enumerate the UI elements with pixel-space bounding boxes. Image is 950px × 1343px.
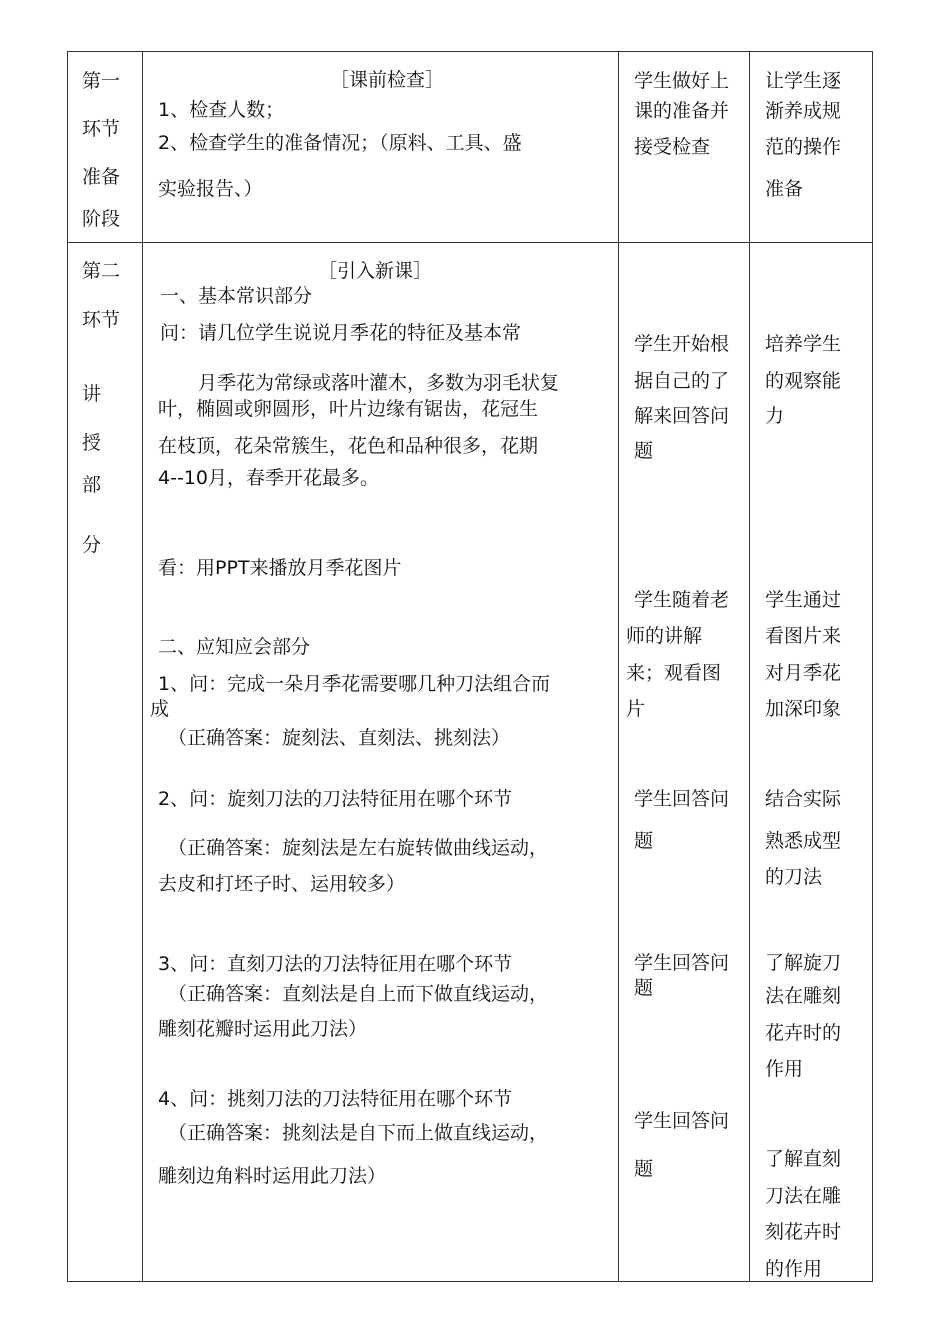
section-title: ［课前检查］ — [330, 69, 445, 91]
student-activity: 学生做好上 — [634, 70, 730, 92]
description-line: 叶，椭圆或卵圆形，叶片边缘有锯齿，花冠生 — [158, 398, 539, 420]
content-line: 2、检查学生的准备情况；（原料、工具、盛 — [158, 132, 522, 154]
teaching-purpose: 让学生逐 — [765, 70, 842, 92]
student-activity: 片 — [626, 698, 646, 720]
answer-line: （正确答案：旋刻法、直刻法、挑刻法） — [168, 727, 511, 749]
answer-line: （正确答案：直刻法是自上而下做直线运动， — [168, 983, 549, 1005]
teaching-purpose: 法在雕刻 — [765, 985, 842, 1007]
teaching-purpose: 了解旋刀 — [765, 952, 842, 974]
student-activity: 接受检查 — [634, 136, 711, 158]
question-line: 1、问：完成一朵月季花需要哪几种刀法组合而 — [158, 673, 551, 695]
description-line: 月季花为常绿或落叶灌木，多数为羽毛状复 — [198, 372, 560, 394]
answer-line: （正确答案：挑刻法是自下而上做直线运动， — [168, 1122, 549, 1144]
student-activity: 学生随着老 — [634, 589, 730, 611]
stage-label: 准备 — [82, 166, 121, 188]
teaching-purpose: 学生通过 — [765, 589, 842, 611]
teaching-purpose: 的刀法 — [765, 866, 823, 888]
stage-label: 部 — [82, 474, 102, 496]
row-divider — [67, 242, 873, 243]
column-divider-3 — [749, 51, 750, 1282]
stage-label: 第二 — [82, 260, 121, 282]
section-title: ［引入新课］ — [318, 260, 433, 282]
teaching-purpose: 渐养成规 — [765, 100, 842, 122]
stage-label: 讲 — [82, 383, 102, 405]
teaching-purpose: 的观察能 — [765, 370, 842, 392]
answer-line: 雕刻花瓣时运用此刀法） — [158, 1018, 368, 1040]
column-divider-1 — [142, 51, 143, 1282]
teaching-purpose: 范的操作 — [765, 136, 842, 158]
table-left-border — [67, 51, 68, 1282]
stage-label: 环节 — [82, 118, 121, 140]
section-heading: 二、应知应会部分 — [158, 636, 311, 658]
answer-line: （正确答案：旋刻法是左右旋转做曲线运动， — [168, 837, 549, 859]
teaching-purpose: 看图片来 — [765, 625, 842, 647]
content-line: 实验报告、） — [158, 178, 263, 200]
stage-label: 第一 — [82, 70, 121, 92]
teaching-purpose: 力 — [765, 405, 785, 427]
table-top-border — [67, 51, 873, 52]
teaching-purpose: 对月季花 — [765, 662, 842, 684]
stage-label: 环节 — [82, 309, 121, 331]
question-line: 问：请几位学生说说月季花的特征及基本常 — [160, 322, 522, 344]
student-activity: 据自己的了 — [634, 370, 730, 392]
teaching-purpose: 刀法在雕 — [765, 1185, 842, 1207]
teaching-purpose: 结合实际 — [765, 788, 842, 810]
student-activity: 来；观看图 — [626, 662, 722, 684]
question-line: 2、问：旋刻刀法的刀法特征用在哪个环节 — [158, 788, 513, 810]
teaching-purpose: 花卉时的 — [765, 1022, 842, 1044]
stage-label: 授 — [82, 432, 102, 454]
question-line: 4、问：挑刻刀法的刀法特征用在哪个环节 — [158, 1088, 513, 1110]
student-activity: 课的准备并 — [634, 100, 730, 122]
teaching-purpose: 准备 — [765, 178, 804, 200]
section-heading: 一、基本常识部分 — [160, 285, 313, 307]
student-activity: 学生回答问 — [634, 788, 730, 810]
answer-line: 雕刻边角料时运用此刀法） — [158, 1165, 387, 1187]
student-activity: 题 — [634, 1158, 654, 1180]
teaching-purpose: 作用 — [765, 1058, 804, 1080]
student-activity: 题 — [634, 977, 654, 999]
content-line: 1、检查人数； — [158, 99, 285, 121]
teaching-purpose: 熟悉成型 — [765, 830, 842, 852]
student-activity: 学生开始根 — [634, 333, 730, 355]
student-activity: 题 — [634, 830, 654, 852]
student-activity: 题 — [634, 440, 654, 462]
column-divider-2 — [618, 51, 619, 1282]
table-right-border — [872, 51, 873, 1282]
table-bottom-border — [67, 1281, 873, 1282]
teaching-purpose: 刻花卉时 — [765, 1221, 842, 1243]
stage-label: 分 — [82, 534, 102, 556]
teaching-purpose: 培养学生 — [765, 333, 842, 355]
student-activity: 师的讲解 — [626, 625, 703, 647]
teaching-purpose: 了解直刻 — [765, 1148, 842, 1170]
look-instruction: 看：用PPT来播放月季花图片 — [158, 557, 402, 579]
student-activity: 解来回答问 — [634, 405, 730, 427]
student-activity: 学生回答问 — [634, 1110, 730, 1132]
description-line: 在枝顶，花朵常簇生，花色和品种很多，花期 — [158, 435, 539, 457]
answer-line: 去皮和打坯子时、运用较多） — [158, 873, 406, 895]
teaching-purpose: 的作用 — [765, 1258, 823, 1280]
stage-label: 阶段 — [82, 208, 121, 230]
student-activity: 学生回答问 — [634, 952, 730, 974]
question-line: 成 — [150, 698, 170, 720]
teaching-purpose: 加深印象 — [765, 698, 842, 720]
description-line: 4--10月，春季开花最多。 — [158, 467, 379, 489]
question-line: 3、问：直刻刀法的刀法特征用在哪个环节 — [158, 953, 513, 975]
